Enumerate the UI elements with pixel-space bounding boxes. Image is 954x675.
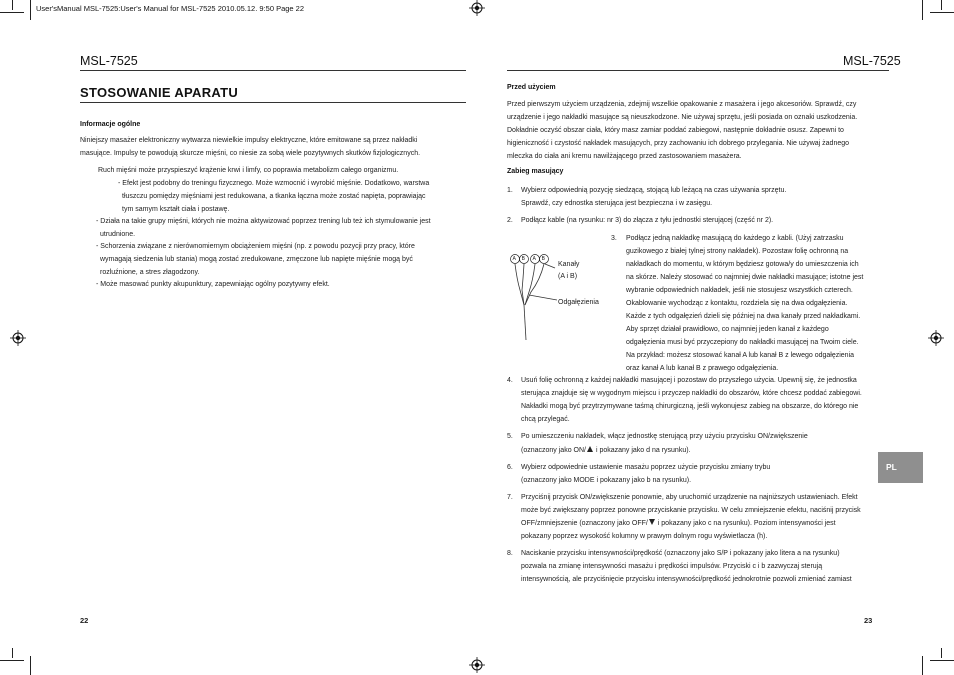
text-line: Sprawdź, czy ednostka sterująca jest bezpieczna i w zasięgu. xyxy=(521,200,713,207)
text-line: rozluźnione, a stres złagodzony. xyxy=(100,269,200,276)
text-line: i pokazany jako d na rysunku). xyxy=(595,447,691,454)
text-line: - Działa na takie grupy mięśni, których nie można aktywizować poprzez trening lub też ich stymulowanie jest xyxy=(96,218,431,225)
right-page-number: 23 xyxy=(864,616,873,625)
arrow-down-icon xyxy=(649,519,655,525)
left-bullet-4: - Może masować punkty akupunktury, zapewniając ogólny pozytywny efekt. xyxy=(96,281,330,288)
page-title: STOSOWANIE APARATU xyxy=(80,85,239,100)
text-line: - Schorzenia związane z nierównomiernym obciążeniem mięśni (np. z powodu pozycji przy pracy, które xyxy=(96,243,415,250)
step-4 xyxy=(521,374,881,426)
text-line: i pokazany jako c na rysunku). Poziom intensywności jest xyxy=(657,520,836,527)
text-line: sterująca znajduje się w wygodnym miejscu i przyczep nakładki do obszarów, które chcesz poddać zabiegowi. xyxy=(521,390,862,397)
step-2: Podłącz kable (na rysunku: nr 3) do złącza z tyłu jednostki sterującej (część nr 2). xyxy=(521,217,774,224)
step-number: 3. xyxy=(611,235,617,242)
crop-mark xyxy=(930,660,954,661)
text-line: Po umieszczeniu nakładek, włącz jednostkę sterującą przy użyciu przycisku ON/zwiększenie xyxy=(521,433,808,440)
text-line: może być zwiększany poprzez ponowne przyciskanie przycisku. W celu zmniejszenie efektu, naciśnij przycisk xyxy=(521,507,861,514)
text-line: nakładkach do momentu, w którym będziesz gotowa/y do umieszczenia ich xyxy=(626,261,859,268)
text-line: Na przykład: możesz stosować kanał A lub kanał B z lewego odgałęzienia xyxy=(626,352,855,359)
left-subtitle: Informacje ogólne xyxy=(80,121,141,128)
language-tab-pl: PL xyxy=(878,452,923,483)
registration-mark-icon xyxy=(469,0,485,16)
text-line: wybranie odpowiednich nakładek, jeśli nie stosujesz wszystkich czterech. xyxy=(626,287,853,294)
text-line: Przyciśnij przycisk ON/zwiększenie ponownie, aby uruchomić urządzenie na najniższych ustawieniach. Efekt xyxy=(521,494,858,501)
registration-mark-icon xyxy=(469,657,485,673)
text-line: utrudnione. xyxy=(100,231,136,238)
crop-mark xyxy=(12,0,13,10)
left-paragraph-2: Ruch mięśni może przyspieszyć krążenie krwi i limfy, co poprawia metabolizm całego organizmu. xyxy=(98,167,399,174)
crop-mark xyxy=(930,12,954,13)
step-number: 4. xyxy=(507,377,513,384)
text-line: guzikowego z białej tylnej strony nakładek). Pozostaw folię ochronną na xyxy=(626,248,849,255)
text-line: mleczka do ciała ani kremu nawilżającego przed zastosowaniem masażera. xyxy=(507,153,742,160)
text-line: Wybierz odpowiednie ustawienie masażu poprzez użycie przycisku zmiany trybu xyxy=(521,464,771,471)
step-7 xyxy=(521,491,881,543)
plug-labels xyxy=(507,255,547,267)
text-line: Usuń folię ochronną z każdej nakładki masującej i pozostaw do przyszłego użycia. Upewnij się, że jednostka xyxy=(521,377,857,384)
text-line: Aby sprzęt działał prawidłowo, co najmniej jeden kanał z każdego xyxy=(626,326,829,333)
text-line: higieniczność i czystość nakładek masujących, przy zachowaniu ich dobrego przylegania. Nie używaj żadnego xyxy=(507,140,850,147)
registration-mark-icon xyxy=(928,330,944,346)
crop-mark xyxy=(0,660,24,661)
text-line: Dokładnie oczyść obszar ciała, który masz zamiar poddać zabiegowi, następnie dokładnie osusz. Zapewni to xyxy=(507,127,844,134)
text-line: - Efekt jest podobny do treningu fizycznego. Może wzmocnić i wyrobić mięśnie. Dodatkowo, warstwa xyxy=(118,180,430,187)
left-model-name: MSL-7525 xyxy=(80,54,138,68)
crop-mark xyxy=(922,656,923,675)
text-line: Każde z tych odgałęzień dzieli się później na dwa kanały przed nakładkami. xyxy=(626,313,861,320)
crop-mark xyxy=(30,656,31,675)
diagram-label-channels-sub: (A i B) xyxy=(558,273,578,280)
arrow-up-icon xyxy=(587,446,593,452)
crop-mark xyxy=(30,0,31,20)
section-before-use-text xyxy=(507,98,887,163)
text-line: wymagają siedzenia lub stania) mogą zostać zredukowane, zmęczone lub napięte mięśnie mogą być xyxy=(100,256,413,263)
step-number: 8. xyxy=(507,550,513,557)
left-header-rule xyxy=(80,70,466,71)
text-line: urządzenie i jego nakładki masujące są nieuszkodzone. Nie używaj sprzętu, jeśli posiada on oznaki uszkodzenia. xyxy=(507,114,858,121)
plug-label: B xyxy=(541,256,545,262)
print-header: User'sManual MSL-7525:User's Manual for MSL-7525 2010.05.12. 9:50 Page 22 xyxy=(36,4,305,13)
text-line: pozwala na zmianę intensywności masażu i prędkości impulsów. Przyciski c i b zazwyczaj sterują xyxy=(521,563,823,570)
text-line: masujące. Impulsy te powodują skurcze mięśni, co niesie za sobą wiele pozytywnych skutków fizjologicznych. xyxy=(80,150,421,157)
crop-mark xyxy=(941,0,942,10)
text-line: Przed pierwszym użyciem urządzenia, zdejmij wszelkie opakowanie z masażera i jego akcesoriów. Sprawdź, czy xyxy=(507,101,857,108)
plug-label: B xyxy=(521,256,525,262)
text-line: Podłącz jedną nakładkę masującą do każdego z kabli. (Użyj zatrzasku xyxy=(626,235,844,242)
text-line: intensywnością, ale przyciśnięcie przycisku intensywności/prędkość jednokrotnie pozwoli zmieniać zamiast xyxy=(521,576,852,583)
text-line: chcą przylegać. xyxy=(521,416,570,423)
text-line: oraz kanał A lub kanał B z prawego odgałęzienia. xyxy=(626,365,779,372)
step-8 xyxy=(521,547,881,586)
text-line: Niniejszy masażer elektroniczny wytwarza niewielkie impulsy elektryczne, które emitowane są przez nakładki xyxy=(80,137,418,144)
plug-label: A xyxy=(512,256,516,262)
step-number: 7. xyxy=(507,494,513,501)
text-line: tłuszczu pomiędzy mięśniami jest redukowana, a tkanka łączna może zostać napięta, poprawiając xyxy=(122,193,426,200)
step-1 xyxy=(521,184,881,210)
diagram-label-channels: Kanały xyxy=(558,261,580,268)
right-model-name: MSL-7525 xyxy=(843,54,901,68)
text-line: (oznaczony jako MODE i pokazany jako b na rysunku). xyxy=(521,477,692,484)
text-line: Naciskanie przycisku intensywności/prędkość (oznaczony jako S/P i pokazany jako litera a na rysunku) xyxy=(521,550,840,557)
step-5 xyxy=(521,430,881,457)
step-3 xyxy=(626,232,876,375)
text-line: Wybierz odpowiednią pozycję siedzącą, stojącą lub leżącą na czas używania sprzętu. xyxy=(521,187,787,194)
left-paragraph-1 xyxy=(80,134,470,160)
section-title-massage: Zabieg masujący xyxy=(507,168,564,175)
plug-label: A xyxy=(532,256,536,262)
crop-mark xyxy=(0,12,24,13)
title-rule xyxy=(80,102,466,103)
step-number: 2. xyxy=(507,217,513,224)
registration-mark-icon xyxy=(10,330,26,346)
crop-mark xyxy=(922,0,923,20)
left-bullet-3 xyxy=(96,240,476,279)
diagram-label-branch: Odgałęzienia xyxy=(558,299,599,306)
left-bullet-2 xyxy=(96,215,476,241)
step-number: 6. xyxy=(507,464,513,471)
text-line: OFF/zmniejszenie (oznaczony jako OFF/ xyxy=(521,520,648,527)
step-6 xyxy=(521,461,881,487)
text-line: odgałęzienia musi być przyczepiony do nakładki masującej na Twoim ciele. xyxy=(626,339,859,346)
left-page-number: 22 xyxy=(80,616,89,625)
text-line: (oznaczony jako ON/ xyxy=(521,447,586,454)
left-bullet-1 xyxy=(118,177,478,216)
step-number: 1. xyxy=(507,187,513,194)
text-line: na skórze. Należy stosować co najmniej dwie nakładki masujące; istotne jest xyxy=(626,274,864,281)
text-line: pokazany poprzez wysokość kolumny w prawym dolnym rogu wyświetlacza (h). xyxy=(521,533,768,540)
text-line: tym samym kształt ciała i postawę. xyxy=(122,206,230,213)
text-line: Nakładki mogą być przytrzymywane taśmą chirurgiczną, jeśli wykonujesz zabieg na obszarze, do którego nie xyxy=(521,403,859,410)
crop-mark xyxy=(12,648,13,658)
text-line: Okablowanie wychodząc z kontaktu, rozdziela się na dwa odgałęzienia. xyxy=(626,300,848,307)
section-title-before-use: Przed użyciem xyxy=(507,84,556,91)
step-number: 5. xyxy=(507,433,513,440)
crop-mark xyxy=(941,648,942,658)
right-header-rule xyxy=(507,70,889,71)
